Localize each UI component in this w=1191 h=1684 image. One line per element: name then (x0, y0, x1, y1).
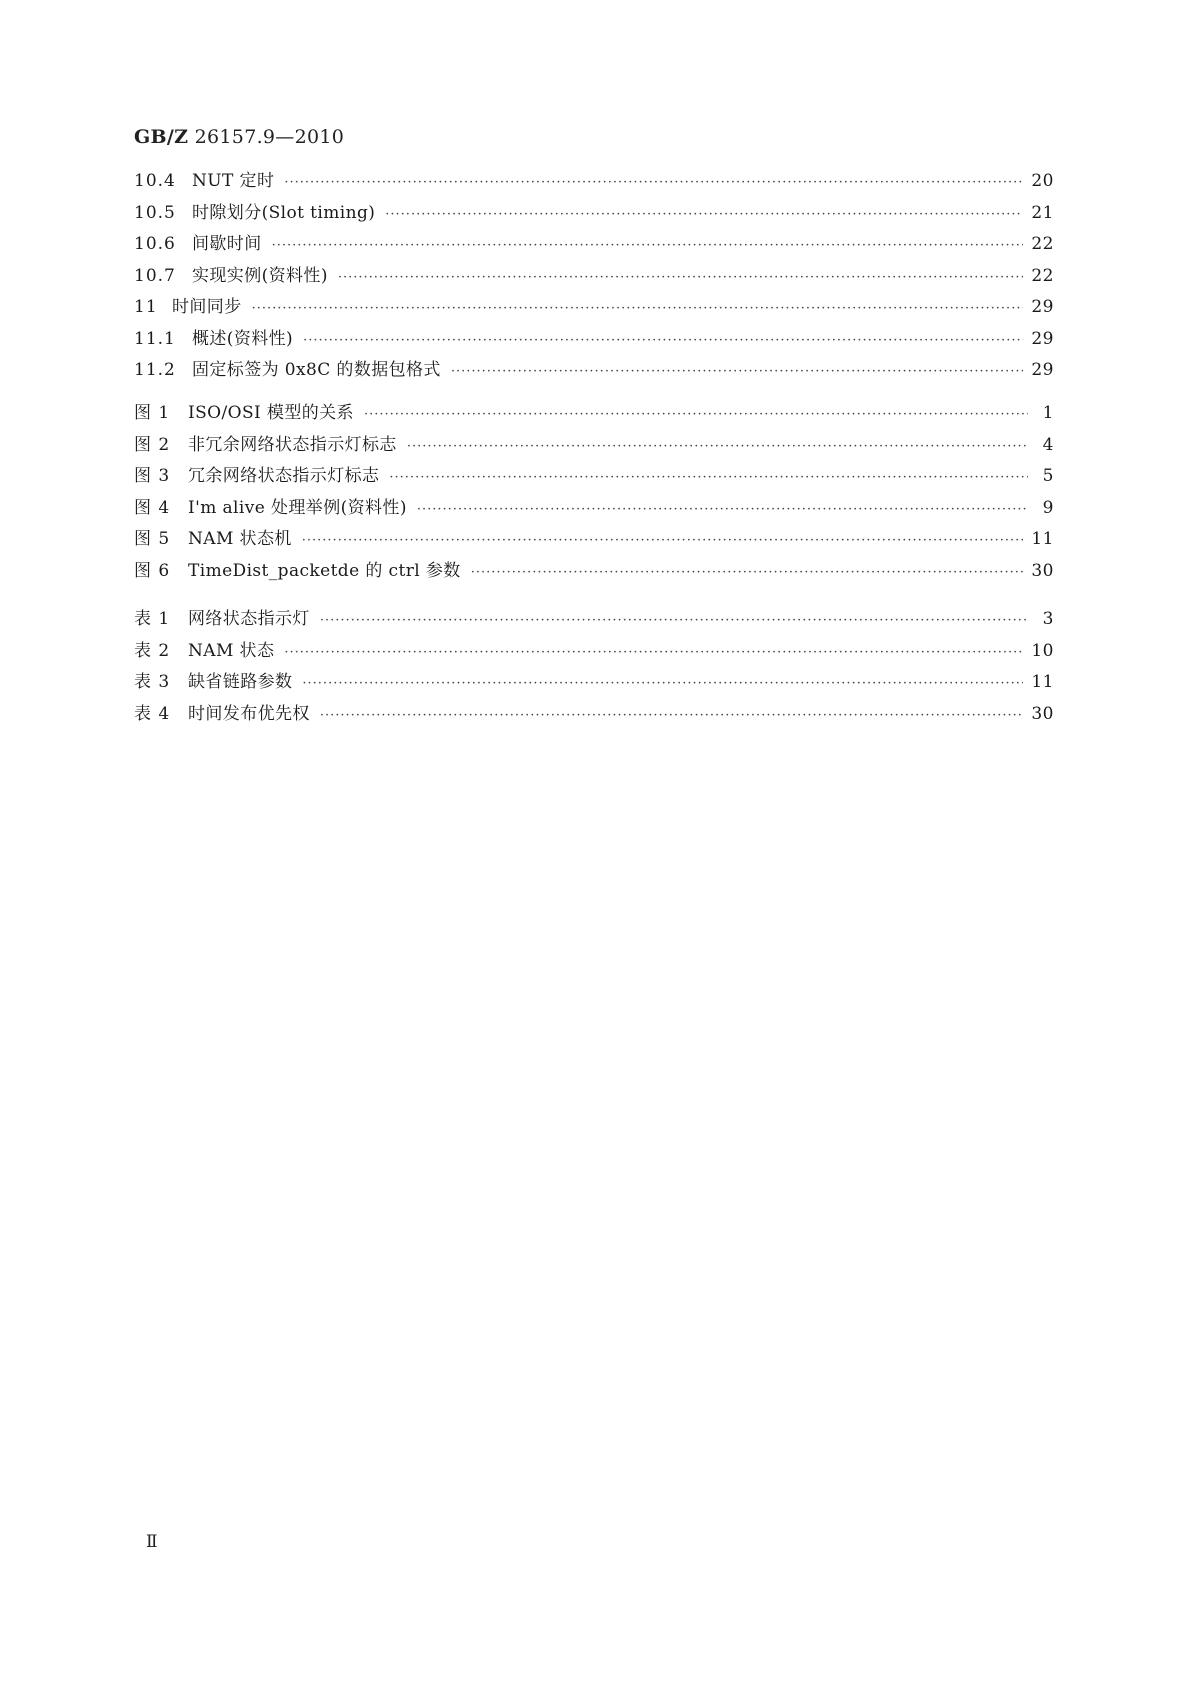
toc-entry-page: 1 (1042, 403, 1054, 423)
toc-sections (134, 166, 1054, 387)
toc-entry[interactable] (134, 667, 1054, 699)
toc-entry-page: 21 (1031, 202, 1054, 223)
toc-entry[interactable] (134, 292, 1054, 324)
toc-entry-page: 29 (1031, 328, 1054, 349)
toc-figures (134, 398, 1054, 587)
toc-entry-title: 间歇时间 (192, 234, 262, 254)
toc-entry-page: 5 (1042, 466, 1054, 486)
toc-entry[interactable] (134, 461, 1054, 493)
toc-entry-page: 4 (1042, 434, 1054, 455)
dot-leader (284, 637, 1023, 669)
toc-entry-number: 10.6 (134, 234, 176, 254)
doc-code-prefix: GB/Z (134, 126, 189, 148)
toc-entry-title: NUT 定时 (192, 171, 275, 191)
toc-entry-page: 29 (1031, 297, 1054, 317)
toc-entry-title: 网络状态指示灯 (188, 609, 310, 629)
toc-entry-page: 29 (1031, 360, 1054, 380)
toc-entry-page: 30 (1031, 703, 1054, 724)
document-code (134, 126, 344, 148)
dot-leader (302, 525, 1024, 557)
toc-entry-number: 图 6 (134, 560, 171, 581)
dot-leader (272, 230, 1024, 262)
dot-leader (338, 262, 1023, 294)
toc-entry-page: 9 (1042, 497, 1054, 518)
toc-entry[interactable] (134, 398, 1054, 430)
dot-leader (320, 605, 1028, 637)
toc-entry[interactable] (134, 166, 1054, 198)
toc-entry-title: 时间同步 (172, 297, 242, 317)
toc-entry-page: 30 (1031, 560, 1054, 581)
toc-entry[interactable] (134, 229, 1054, 261)
toc-entry-number: 表 2 (134, 640, 171, 661)
toc-entry-page: 22 (1031, 265, 1054, 286)
toc-entry-number: 图 1 (134, 403, 171, 423)
toc-entry-title: TimeDist_packetde 的 ctrl 参数 (188, 560, 461, 581)
toc-entry-number: 表 3 (134, 672, 171, 692)
toc-entry[interactable] (134, 324, 1054, 356)
toc-entry[interactable] (134, 355, 1054, 387)
toc-entry[interactable] (134, 198, 1054, 230)
toc-entry-page: 11 (1031, 672, 1054, 692)
toc-entry-number: 图 3 (134, 466, 171, 486)
dot-leader (407, 431, 1028, 463)
toc-entry-number: 图 5 (134, 529, 171, 549)
toc-entry-number: 10.7 (134, 265, 176, 286)
toc-entry-title: ISO/OSI 模型的关系 (188, 403, 354, 423)
toc-entry-title: 时间发布优先权 (188, 703, 310, 724)
toc-entry-number: 11.1 (134, 328, 176, 349)
toc-entry-title: I'm alive 处理举例(资料性) (188, 497, 407, 518)
dot-leader (302, 668, 1023, 700)
toc-entry-title: 非冗余网络状态指示灯标志 (188, 434, 397, 455)
toc-entry-title: 实现实例(资料性) (192, 265, 328, 286)
dot-leader (471, 557, 1024, 589)
dot-leader (320, 700, 1024, 732)
toc-entry-number: 10.4 (134, 171, 176, 191)
toc-entry-page: 20 (1031, 171, 1054, 191)
toc-entry-number: 图 4 (134, 497, 171, 518)
toc-entry-title: 缺省链路参数 (188, 672, 293, 692)
toc-entry-number: 10.5 (134, 202, 176, 223)
toc-entry[interactable] (134, 493, 1054, 525)
toc-entry-title: 固定标签为 0x8C 的数据包格式 (192, 360, 441, 380)
toc-entry-title: 概述(资料性) (192, 328, 294, 349)
toc-entry-page: 22 (1031, 234, 1054, 254)
toc-tables (134, 604, 1054, 730)
toc-entry[interactable] (134, 699, 1054, 731)
dot-leader (364, 399, 1028, 431)
toc-entry-number: 图 2 (134, 434, 171, 455)
dot-leader (385, 199, 1023, 231)
toc-entry-number: 11 (134, 297, 158, 317)
toc-entry-page: 10 (1031, 640, 1054, 661)
toc-entry-number: 表 1 (134, 609, 171, 629)
toc-entry-title: NAM 状态机 (188, 529, 292, 549)
toc-entry-title: NAM 状态 (188, 640, 275, 661)
toc-entry-page: 11 (1031, 529, 1054, 549)
dot-leader (303, 325, 1023, 357)
toc-entry[interactable] (134, 604, 1054, 636)
toc-entry[interactable] (134, 524, 1054, 556)
toc-entry[interactable] (134, 261, 1054, 293)
toc-entry[interactable] (134, 636, 1054, 668)
dot-leader (389, 462, 1028, 494)
dot-leader (417, 494, 1028, 526)
dot-leader (252, 293, 1024, 325)
dot-leader (284, 167, 1023, 199)
page-number: Ⅱ (146, 1532, 158, 1552)
toc-entry-number: 11.2 (134, 360, 176, 380)
toc-entry-title: 冗余网络状态指示灯标志 (188, 466, 380, 486)
toc-entry[interactable] (134, 556, 1054, 588)
toc-entry-page: 3 (1042, 609, 1054, 629)
toc-entry[interactable] (134, 430, 1054, 462)
dot-leader (451, 356, 1024, 388)
toc-entry-title: 时隙划分(Slot timing) (192, 202, 376, 223)
toc-entry-number: 表 4 (134, 703, 171, 724)
doc-code-number: 26157.9—2010 (194, 126, 345, 148)
